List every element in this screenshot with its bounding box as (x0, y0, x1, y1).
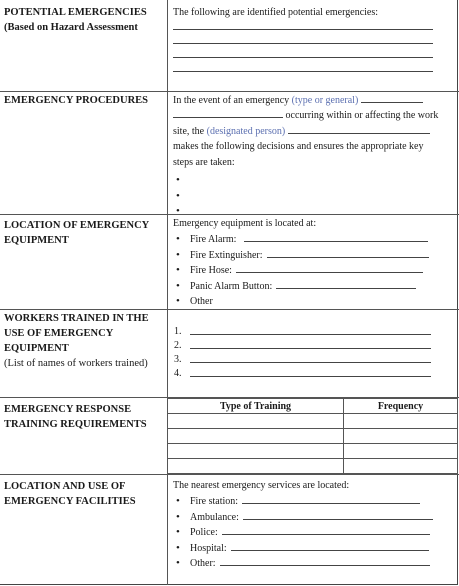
column-divider (167, 0, 168, 585)
ambulance-field[interactable] (243, 519, 433, 520)
column-header-frequency: Frequency (344, 399, 458, 414)
emergency-line-1[interactable] (173, 29, 433, 30)
procedure-line-4: makes the following decisions and ensures the appropriate key (173, 141, 424, 153)
equipment-location-content (173, 216, 453, 310)
procedure-line-5: steps are taken: (173, 156, 235, 168)
type-hint: (type or general) (291, 95, 359, 106)
fire-station-field[interactable] (242, 503, 420, 504)
worker-name-field[interactable] (190, 334, 431, 335)
facility-item-fire-station: • Fire station: (173, 494, 453, 510)
fire-hose-field[interactable] (236, 272, 423, 273)
workers-trained-content (173, 324, 453, 380)
panic-alarm-field[interactable] (276, 288, 416, 289)
section-subtitle: (Based on Hazard Assessment (4, 22, 138, 33)
equipment-location-label (4, 218, 164, 248)
facility-item-ambulance: • Ambulance: (173, 510, 453, 526)
section-title: LOCATION AND USE OF EMERGENCY FACILITIES (4, 481, 136, 507)
equipment-item-other: • Other (173, 294, 453, 310)
row-divider (0, 91, 459, 92)
designated-person-field[interactable] (288, 133, 430, 134)
worker-line: 2. (173, 338, 453, 352)
facility-item-hospital: • Hospital: (173, 541, 453, 557)
equipment-item-panic-alarm: • Panic Alarm Button: (173, 279, 453, 295)
procedure-line-1: In the event of an emergency (type or general) (173, 93, 453, 108)
section-subtitle: (List of names of workers trained) (4, 358, 148, 369)
table-cell[interactable] (168, 444, 344, 459)
emergency-line-2[interactable] (173, 43, 433, 44)
emergency-type-field[interactable] (361, 102, 423, 103)
training-requirements-label (4, 402, 164, 432)
table-cell[interactable] (168, 414, 344, 429)
police-field[interactable] (222, 534, 430, 535)
section-title: WORKERS TRAINED IN THE USE OF EMERGENCY EQUIPMENT (4, 313, 149, 354)
facility-item-police: • Police: (173, 525, 453, 541)
column-header-type: Type of Training (168, 399, 344, 414)
person-hint: (designated person) (206, 125, 286, 137)
table-header-row (168, 399, 458, 414)
workers-trained-label (4, 311, 164, 371)
worker-line: 1. (173, 324, 453, 338)
equipment-item-fire-extinguisher: • Fire Extinguisher: (173, 248, 453, 264)
table-cell[interactable] (344, 414, 458, 429)
fire-extinguisher-field[interactable] (267, 257, 429, 258)
equipment-item-fire-alarm: • Fire Alarm: (173, 232, 453, 248)
emergency-facilities-content (173, 478, 453, 572)
worker-name-field[interactable] (190, 348, 431, 349)
hospital-field[interactable] (231, 550, 429, 551)
training-table (167, 398, 458, 474)
worker-name-field[interactable] (190, 376, 431, 377)
worker-line: 4. (173, 366, 453, 380)
potential-emergencies-content (173, 5, 453, 72)
potential-intro: The following are identified potential emergencies: (173, 7, 379, 18)
section-title: EMERGENCY PROCEDURES (4, 95, 148, 106)
table-row (168, 444, 458, 459)
procedure-line-3: site, the (designated person) (173, 124, 453, 139)
emergency-facilities-label (4, 479, 164, 509)
step-bullet[interactable] (173, 189, 453, 205)
worker-name-field[interactable] (190, 362, 431, 363)
section-title: EMERGENCY RESPONSE TRAINING REQUIREMENTS (4, 404, 147, 430)
equipment-intro: Emergency equipment is located at: (173, 218, 317, 229)
equipment-item-fire-hose: • Fire Hose: (173, 263, 453, 279)
table-cell[interactable] (344, 459, 458, 474)
emergency-line-4[interactable] (173, 71, 433, 72)
worker-line: 3. (173, 352, 453, 366)
table-row (168, 429, 458, 444)
section-title: LOCATION OF EMERGENCY EQUIPMENT (4, 220, 149, 246)
table-cell[interactable] (344, 429, 458, 444)
table-row (168, 414, 458, 429)
emergency-procedures-content (173, 93, 453, 220)
section-title: POTENTIAL EMERGENCIES (4, 7, 147, 18)
step-bullet[interactable] (173, 173, 453, 189)
table-cell[interactable] (168, 429, 344, 444)
potential-emergencies-label (4, 5, 164, 35)
table-cell[interactable] (344, 444, 458, 459)
emergency-procedures-label (4, 93, 164, 108)
fire-alarm-field[interactable] (244, 241, 428, 242)
emergency-location-field[interactable] (173, 117, 283, 118)
other-facility-field[interactable] (220, 565, 430, 566)
row-divider (0, 474, 459, 475)
facilities-intro: The nearest emergency services are located: (173, 480, 350, 491)
facility-item-other: • Other: (173, 556, 453, 572)
table-row (168, 459, 458, 474)
emergency-line-3[interactable] (173, 57, 433, 58)
procedure-line-2: occurring within or affecting the work (173, 108, 453, 123)
table-cell[interactable] (168, 459, 344, 474)
